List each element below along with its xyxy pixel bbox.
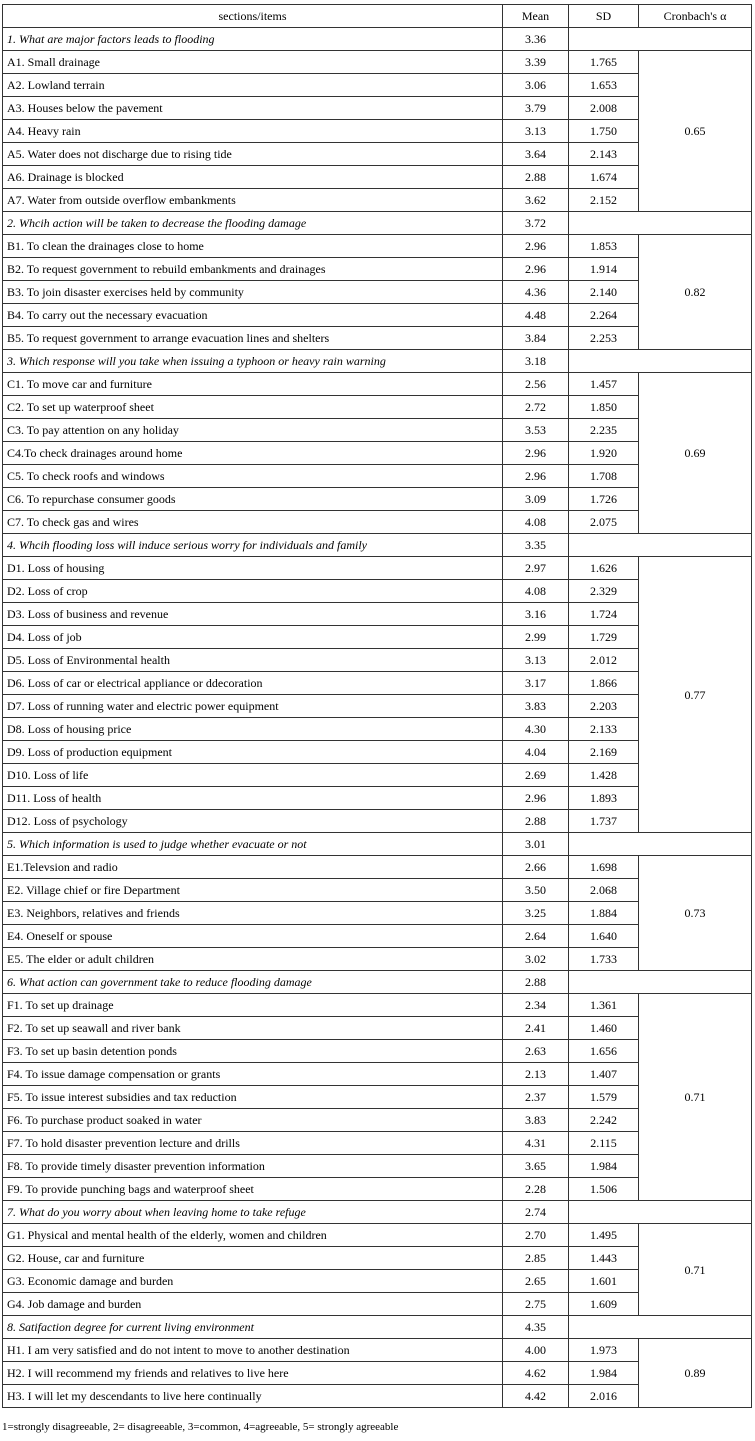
item-row (3, 1224, 752, 1247)
item-mean: 4.08 (503, 511, 569, 534)
item-label: A5. Water does not discharge due to rising tide (3, 143, 503, 166)
item-label: A7. Water from outside overflow embankments (3, 189, 503, 212)
item-label: A4. Heavy rain (3, 120, 503, 143)
item-mean: 3.02 (503, 948, 569, 971)
item-sd: 1.708 (569, 465, 639, 488)
survey-statistics-table (2, 4, 752, 1408)
item-sd: 1.653 (569, 74, 639, 97)
section-title: 7. What do you worry about when leaving home to take refuge (3, 1201, 503, 1224)
item-sd: 1.765 (569, 51, 639, 74)
item-row (3, 51, 752, 74)
section-title: 8. Satifaction degree for current living environment (3, 1316, 503, 1339)
item-mean: 2.28 (503, 1178, 569, 1201)
item-label: A6. Drainage is blocked (3, 166, 503, 189)
item-sd: 1.750 (569, 120, 639, 143)
item-label: B3. To join disaster exercises held by community (3, 281, 503, 304)
item-label: G1. Physical and mental health of the elderly, women and children (3, 1224, 503, 1247)
item-sd: 1.609 (569, 1293, 639, 1316)
section-mean: 2.88 (503, 971, 569, 994)
item-label: D10. Loss of life (3, 764, 503, 787)
section-row (3, 28, 752, 51)
item-row (3, 557, 752, 580)
item-mean: 3.83 (503, 1109, 569, 1132)
section-cronbach-alpha: 0.71 (639, 994, 752, 1201)
item-mean: 2.64 (503, 925, 569, 948)
item-mean: 2.66 (503, 856, 569, 879)
item-sd: 1.495 (569, 1224, 639, 1247)
item-sd: 1.893 (569, 787, 639, 810)
item-mean: 2.34 (503, 994, 569, 1017)
item-row (3, 856, 752, 879)
item-label: B5. To request government to arrange evacuation lines and shelters (3, 327, 503, 350)
item-label: F2. To set up seawall and river bank (3, 1017, 503, 1040)
item-sd: 1.724 (569, 603, 639, 626)
section-title: 5. Which information is used to judge whether evacuate or not (3, 833, 503, 856)
item-sd: 2.152 (569, 189, 639, 212)
item-mean: 2.37 (503, 1086, 569, 1109)
item-mean: 2.88 (503, 166, 569, 189)
item-mean: 3.39 (503, 51, 569, 74)
item-mean: 2.96 (503, 442, 569, 465)
item-sd: 2.253 (569, 327, 639, 350)
section-blank-cell (569, 1201, 752, 1224)
item-label: F4. To issue damage compensation or grants (3, 1063, 503, 1086)
item-sd: 2.329 (569, 580, 639, 603)
item-label: D12. Loss of psychology (3, 810, 503, 833)
section-blank-cell (569, 971, 752, 994)
section-mean: 3.36 (503, 28, 569, 51)
section-mean: 3.72 (503, 212, 569, 235)
item-label: C7. To check gas and wires (3, 511, 503, 534)
item-mean: 3.09 (503, 488, 569, 511)
item-mean: 4.62 (503, 1362, 569, 1385)
item-label: C3. To pay attention on any holiday (3, 419, 503, 442)
item-mean: 2.70 (503, 1224, 569, 1247)
item-sd: 1.407 (569, 1063, 639, 1086)
section-blank-cell (569, 350, 752, 373)
item-label: D9. Loss of production equipment (3, 741, 503, 764)
header-sd: SD (569, 5, 639, 28)
section-title: 2. Whcih action will be taken to decrease the flooding damage (3, 212, 503, 235)
item-mean: 2.75 (503, 1293, 569, 1316)
section-blank-cell (569, 833, 752, 856)
item-sd: 1.460 (569, 1017, 639, 1040)
item-label: D11. Loss of health (3, 787, 503, 810)
item-sd: 1.626 (569, 557, 639, 580)
item-label: D2. Loss of crop (3, 580, 503, 603)
section-row (3, 1201, 752, 1224)
section-cronbach-alpha: 0.71 (639, 1224, 752, 1316)
section-title: 4. Whcih flooding loss will induce serious worry for individuals and family (3, 534, 503, 557)
item-mean: 3.65 (503, 1155, 569, 1178)
section-mean: 4.35 (503, 1316, 569, 1339)
item-label: E2. Village chief or fire Department (3, 879, 503, 902)
section-mean: 2.74 (503, 1201, 569, 1224)
item-label: D8. Loss of housing price (3, 718, 503, 741)
item-mean: 4.30 (503, 718, 569, 741)
item-mean: 2.96 (503, 258, 569, 281)
item-label: H2. I will recommend my friends and relatives to live here (3, 1362, 503, 1385)
item-label: A2. Lowland terrain (3, 74, 503, 97)
item-mean: 3.13 (503, 649, 569, 672)
item-mean: 2.96 (503, 235, 569, 258)
item-sd: 1.506 (569, 1178, 639, 1201)
item-label: D6. Loss of car or electrical appliance or ddecoration (3, 672, 503, 695)
item-sd: 1.866 (569, 672, 639, 695)
item-mean: 3.53 (503, 419, 569, 442)
item-label: H1. I am very satisfied and do not intent to move to another destination (3, 1339, 503, 1362)
section-row (3, 1316, 752, 1339)
item-row (3, 235, 752, 258)
item-label: G3. Economic damage and burden (3, 1270, 503, 1293)
item-label: E5. The elder or adult children (3, 948, 503, 971)
item-label: F8. To provide timely disaster prevention information (3, 1155, 503, 1178)
item-sd: 1.973 (569, 1339, 639, 1362)
section-cronbach-alpha: 0.65 (639, 51, 752, 212)
item-sd: 1.579 (569, 1086, 639, 1109)
item-mean: 2.69 (503, 764, 569, 787)
item-sd: 1.698 (569, 856, 639, 879)
item-sd: 2.235 (569, 419, 639, 442)
item-sd: 1.984 (569, 1362, 639, 1385)
section-title: 1. What are major factors leads to flooding (3, 28, 503, 51)
section-mean: 3.18 (503, 350, 569, 373)
item-sd: 2.169 (569, 741, 639, 764)
item-label: D7. Loss of running water and electric power equipment (3, 695, 503, 718)
header-mean: Mean (503, 5, 569, 28)
section-row (3, 212, 752, 235)
item-sd: 1.443 (569, 1247, 639, 1270)
item-mean: 4.31 (503, 1132, 569, 1155)
item-mean: 2.72 (503, 396, 569, 419)
item-mean: 3.17 (503, 672, 569, 695)
item-sd: 2.075 (569, 511, 639, 534)
item-label: B2. To request government to rebuild embankments and drainages (3, 258, 503, 281)
item-mean: 3.79 (503, 97, 569, 120)
item-sd: 2.264 (569, 304, 639, 327)
item-sd: 1.737 (569, 810, 639, 833)
item-sd: 1.726 (569, 488, 639, 511)
item-label: F5. To issue interest subsidies and tax reduction (3, 1086, 503, 1109)
item-sd: 1.853 (569, 235, 639, 258)
item-sd: 1.920 (569, 442, 639, 465)
item-label: F1. To set up drainage (3, 994, 503, 1017)
section-row (3, 833, 752, 856)
section-cronbach-alpha: 0.89 (639, 1339, 752, 1408)
item-sd: 2.143 (569, 143, 639, 166)
item-mean: 3.84 (503, 327, 569, 350)
item-label: E3. Neighbors, relatives and friends (3, 902, 503, 925)
section-cronbach-alpha: 0.73 (639, 856, 752, 971)
item-label: H3. I will let my descendants to live here continually (3, 1385, 503, 1408)
item-mean: 3.83 (503, 695, 569, 718)
item-mean: 2.96 (503, 465, 569, 488)
item-mean: 2.65 (503, 1270, 569, 1293)
item-label: C4.To check drainages around home (3, 442, 503, 465)
item-label: C2. To set up waterproof sheet (3, 396, 503, 419)
header-row (3, 5, 752, 28)
item-sd: 2.242 (569, 1109, 639, 1132)
item-mean: 3.06 (503, 74, 569, 97)
item-label: C6. To repurchase consumer goods (3, 488, 503, 511)
section-row (3, 534, 752, 557)
section-row (3, 971, 752, 994)
header-sections-items: sections/items (3, 5, 503, 28)
section-mean: 3.35 (503, 534, 569, 557)
section-title: 3. Which response will you take when issuing a typhoon or heavy rain warning (3, 350, 503, 373)
section-cronbach-alpha: 0.82 (639, 235, 752, 350)
item-mean: 2.63 (503, 1040, 569, 1063)
item-sd: 2.140 (569, 281, 639, 304)
item-label: D4. Loss of job (3, 626, 503, 649)
item-label: D5. Loss of Environmental health (3, 649, 503, 672)
item-sd: 1.457 (569, 373, 639, 396)
item-mean: 3.16 (503, 603, 569, 626)
item-mean: 2.97 (503, 557, 569, 580)
item-label: G4. Job damage and burden (3, 1293, 503, 1316)
item-sd: 1.733 (569, 948, 639, 971)
section-cronbach-alpha: 0.69 (639, 373, 752, 534)
item-mean: 4.42 (503, 1385, 569, 1408)
item-label: C1. To move car and furniture (3, 373, 503, 396)
item-sd: 1.361 (569, 994, 639, 1017)
item-row (3, 1339, 752, 1362)
item-label: D3. Loss of business and revenue (3, 603, 503, 626)
item-sd: 1.984 (569, 1155, 639, 1178)
item-sd: 1.914 (569, 258, 639, 281)
item-sd: 1.640 (569, 925, 639, 948)
item-mean: 2.99 (503, 626, 569, 649)
item-sd: 1.656 (569, 1040, 639, 1063)
item-sd: 1.601 (569, 1270, 639, 1293)
item-mean: 3.25 (503, 902, 569, 925)
section-blank-cell (569, 28, 752, 51)
item-sd: 2.008 (569, 97, 639, 120)
item-sd: 1.850 (569, 396, 639, 419)
section-row (3, 350, 752, 373)
item-mean: 2.96 (503, 787, 569, 810)
item-mean: 4.08 (503, 580, 569, 603)
section-title: 6. What action can government take to reduce flooding damage (3, 971, 503, 994)
item-label: F6. To purchase product soaked in water (3, 1109, 503, 1132)
item-row (3, 994, 752, 1017)
item-sd: 1.729 (569, 626, 639, 649)
item-sd: 1.674 (569, 166, 639, 189)
scale-footnote: 1=strongly disagreeable, 2= disagreeable, 3=common, 4=agreeable, 5= strongly agreeable (2, 1421, 399, 1433)
item-sd: 2.012 (569, 649, 639, 672)
item-mean: 2.56 (503, 373, 569, 396)
item-mean: 3.62 (503, 189, 569, 212)
section-cronbach-alpha: 0.77 (639, 557, 752, 833)
section-mean: 3.01 (503, 833, 569, 856)
item-mean: 2.85 (503, 1247, 569, 1270)
item-sd: 2.115 (569, 1132, 639, 1155)
item-label: F3. To set up basin detention ponds (3, 1040, 503, 1063)
item-label: E1.Televsion and radio (3, 856, 503, 879)
item-label: F7. To hold disaster prevention lecture and drills (3, 1132, 503, 1155)
item-mean: 3.64 (503, 143, 569, 166)
item-label: A1. Small drainage (3, 51, 503, 74)
item-mean: 2.41 (503, 1017, 569, 1040)
item-label: B4. To carry out the necessary evacuation (3, 304, 503, 327)
item-label: E4. Oneself or spouse (3, 925, 503, 948)
item-mean: 3.50 (503, 879, 569, 902)
item-mean: 3.13 (503, 120, 569, 143)
item-label: G2. House, car and furniture (3, 1247, 503, 1270)
header-cronbach-alpha: Cronbach's α (639, 5, 752, 28)
item-sd: 2.068 (569, 879, 639, 902)
item-row (3, 373, 752, 396)
item-mean: 4.48 (503, 304, 569, 327)
item-mean: 2.88 (503, 810, 569, 833)
item-sd: 2.203 (569, 695, 639, 718)
item-mean: 4.36 (503, 281, 569, 304)
item-label: A3. Houses below the pavement (3, 97, 503, 120)
section-blank-cell (569, 1316, 752, 1339)
item-label: F9. To provide punching bags and waterproof sheet (3, 1178, 503, 1201)
table-body (3, 28, 752, 1408)
item-sd: 2.016 (569, 1385, 639, 1408)
item-sd: 1.428 (569, 764, 639, 787)
item-mean: 4.04 (503, 741, 569, 764)
item-label: D1. Loss of housing (3, 557, 503, 580)
item-sd: 1.884 (569, 902, 639, 925)
item-label: C5. To check roofs and windows (3, 465, 503, 488)
item-mean: 2.13 (503, 1063, 569, 1086)
section-blank-cell (569, 212, 752, 235)
item-label: B1. To clean the drainages close to home (3, 235, 503, 258)
item-mean: 4.00 (503, 1339, 569, 1362)
section-blank-cell (569, 534, 752, 557)
item-sd: 2.133 (569, 718, 639, 741)
